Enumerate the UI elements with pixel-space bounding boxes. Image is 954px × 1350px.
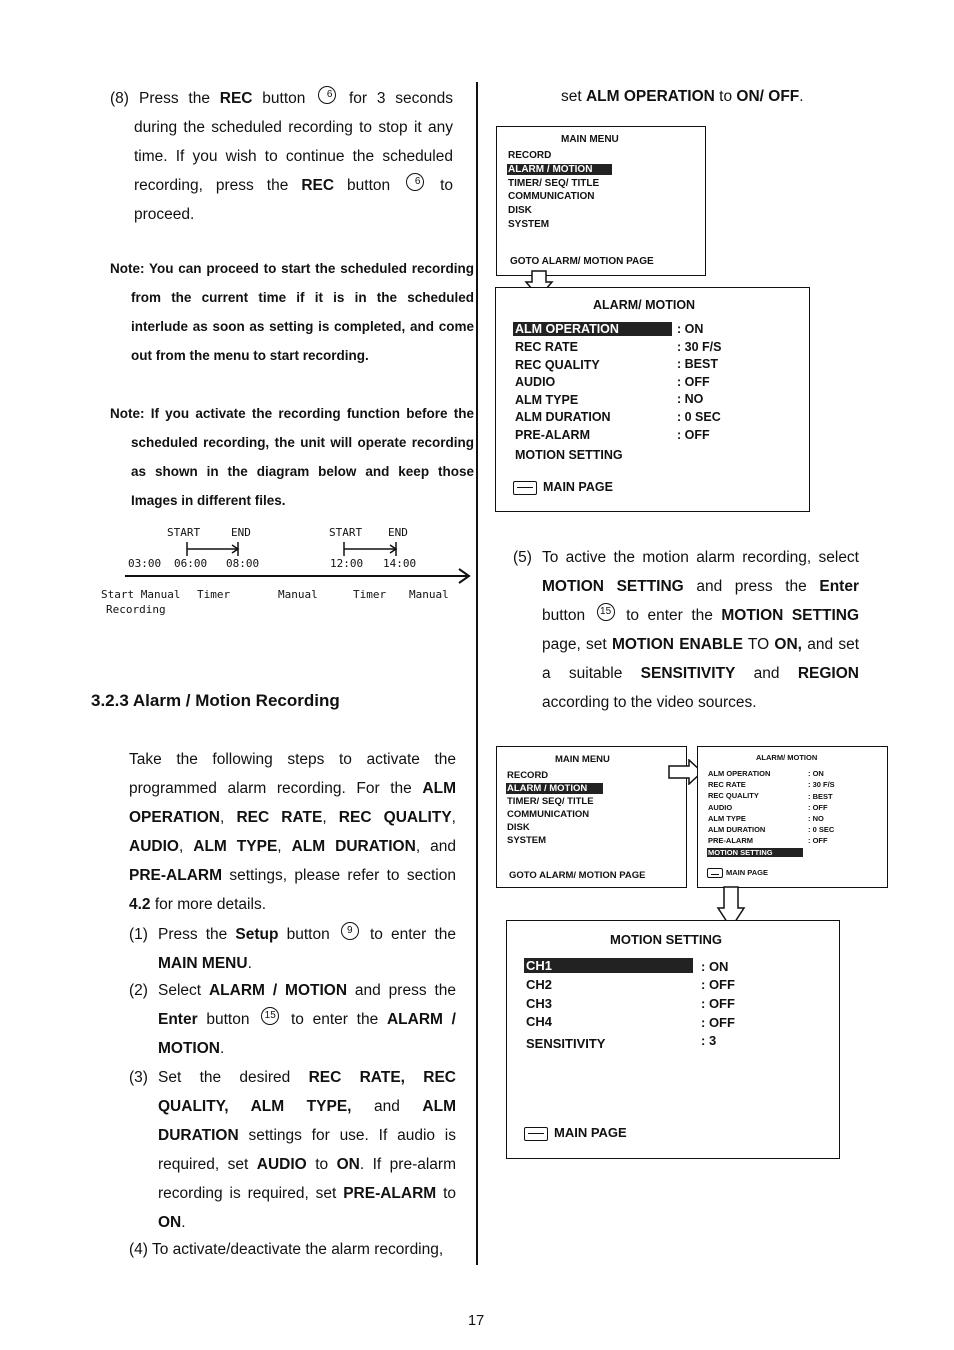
motion-setting-screen [506, 920, 840, 1159]
motion-row-label[interactable]: CH3 [526, 996, 553, 1011]
motion-setting-item[interactable]: MOTION SETTING [515, 448, 623, 462]
alarm-row-value: : OFF [677, 375, 710, 389]
menu-title: MAIN MENU [555, 754, 610, 765]
motion-row-value: : OFF [701, 996, 735, 1011]
step-number: (3) [129, 1069, 148, 1086]
alarm-row-label[interactable]: ALM TYPE [708, 814, 746, 823]
step-number: (8) [110, 90, 129, 107]
motion-row-label[interactable]: CH1 [524, 958, 693, 973]
alarm-row-value: : NO [808, 814, 824, 823]
segment-label: Timer [197, 588, 231, 601]
alarm-row-label[interactable]: REC RATE [708, 780, 746, 789]
note-1: Note: You can proceed to start the scheduled recording from the current time if it is in the scheduled interlude as soon as setting is completed, and come out from the menu to start recording. [110, 261, 474, 363]
intro-paragraph: Take the following steps to activate the programmed alarm recording. For the ALM OPERATION, REC RATE, REC QUALITY, AUDIO, ALM TYPE, ALM DURATION, and PRE-ALARM settings, please refer to section 4.2 for more details. [129, 751, 456, 913]
alarm-row-label[interactable]: AUDIO [515, 375, 556, 389]
note-2: Note: If you activate the recording function before the scheduled recording, the unit will operate recording as shown in the diagram below and keep those Images in different files. [110, 406, 474, 508]
start-label-2: START [329, 526, 363, 539]
alarm-row-label[interactable]: ALM DURATION [708, 825, 766, 834]
motion-row-value: : ON [701, 959, 729, 974]
main-menu-screen [496, 126, 706, 276]
end-label-1: END [231, 526, 251, 539]
alarm-row-value: : OFF [808, 836, 828, 845]
step-4-continued: set ALM OPERATION to ON/ OFF. [561, 88, 804, 105]
menu-item-disk[interactable]: DISK [508, 205, 532, 216]
sensitivity-label[interactable]: SENSITIVITY [526, 1036, 606, 1051]
time-label: 08:00 [226, 557, 260, 570]
step-text: To active the motion alarm recording, select MOTION SETTING and press the Enter button 15 to enter the MOTION SETTING page, set MOTION ENABLE TO ON, and set a suitable SENSITIVITY and REGION according to the video sources. [542, 549, 860, 711]
step-5 [513, 543, 859, 717]
segment-label: Timer [353, 588, 387, 601]
alarm-row-label[interactable]: PRE-ALARM [515, 428, 590, 442]
time-label: 06:00 [174, 557, 208, 570]
keyboard-icon [707, 868, 723, 878]
button-6-icon: 6 [318, 86, 336, 104]
main-page-link[interactable]: MAIN PAGE [524, 1125, 627, 1141]
start-label-1: START [167, 526, 201, 539]
timeline-diagram [95, 520, 480, 630]
motion-row-value: : OFF [701, 1015, 735, 1030]
alarm-row-value: : 30 F/S [677, 340, 722, 354]
alarm-motion-screen [495, 287, 810, 512]
alarm-row-label[interactable]: ALM TYPE [515, 393, 579, 407]
section-title: 3.2.3 Alarm / Motion Recording [91, 691, 340, 710]
step-8 [110, 84, 453, 229]
alarm-row-label[interactable]: REC QUALITY [515, 358, 600, 372]
alarm-row-label[interactable]: ALM OPERATION [708, 769, 771, 778]
menu-item-alarm-motion[interactable]: ALARM / MOTION [506, 783, 603, 794]
alarm-row-value: : 30 F/S [808, 780, 835, 789]
step-1 [129, 920, 456, 978]
motion-row-value: : OFF [701, 977, 735, 992]
alarm-row-value: : BEST [808, 792, 833, 801]
alarm-motion-screen-small [697, 746, 888, 888]
button-9-icon: 9 [341, 922, 359, 940]
alarm-row-value: : ON [677, 322, 704, 336]
menu-item-communication[interactable]: COMMUNICATION [507, 809, 590, 820]
end-label-2: END [388, 526, 408, 539]
alarm-row-value: : 0 SEC [808, 825, 835, 834]
menu-item-communication[interactable]: COMMUNICATION [508, 191, 595, 202]
menu-item-alarm-motion[interactable]: ALARM / MOTION [507, 164, 612, 175]
motion-row-label[interactable]: CH2 [526, 977, 553, 992]
motion-setting-item[interactable]: MOTION SETTING [707, 848, 803, 857]
step-number: (5) [513, 549, 532, 566]
main-page-link[interactable]: MAIN PAGE [707, 868, 768, 878]
menu-footer: GOTO ALARM/ MOTION PAGE [510, 256, 654, 267]
step-number: (1) [129, 926, 148, 943]
step-4: (4) To activate/deactivate the alarm recording, [129, 1241, 444, 1258]
step-3 [129, 1063, 456, 1237]
alarm-row-label[interactable]: PRE-ALARM [708, 836, 753, 845]
segment-label: Recording [106, 603, 166, 616]
menu-item-disk[interactable]: DISK [507, 822, 530, 833]
main-menu-screen-small [496, 746, 687, 888]
menu-item-timer[interactable]: TIMER/ SEQ/ TITLE [507, 796, 594, 807]
alarm-row-value: : ON [808, 769, 824, 778]
alarm-row-label[interactable]: REC QUALITY [708, 791, 759, 800]
alarm-row-value: : 0 SEC [677, 410, 721, 424]
sensitivity-value: : 3 [701, 1033, 717, 1048]
step-text: Press the REC button 6 for 3 seconds during the scheduled recording to stop it any time. If you wish to continue the scheduled recording, press the REC button 6 to proceed. [134, 84, 453, 229]
alarm-row-label[interactable]: ALM DURATION [515, 410, 611, 424]
menu-item-record[interactable]: RECORD [507, 770, 549, 781]
menu-title: ALARM/ MOTION [593, 298, 696, 312]
step-text: Select ALARM / MOTION and press the Enter button 15 to enter the ALARM / MOTION. [158, 982, 457, 1057]
page-number: 17 [468, 1313, 485, 1329]
segment-label: Start Manual [101, 588, 181, 601]
time-label: 12:00 [330, 557, 364, 570]
step-text: Press the Setup button 9 to enter the MAIN MENU. [158, 920, 456, 978]
keyboard-icon [513, 481, 537, 495]
step-text: Set the desired REC RATE, REC QUALITY, ALM TYPE, and ALM DURATION settings for use. If audio is required, set AUDIO to ON. If pre-alarm recording is required, set PRE-ALARM to ON. [158, 1069, 457, 1231]
alarm-row-value: : BEST [677, 357, 718, 371]
alarm-row-label[interactable]: ALM OPERATION [513, 322, 672, 336]
menu-title: ALARM/ MOTION [756, 753, 818, 762]
step-number: (2) [129, 982, 148, 999]
menu-item-system[interactable]: SYSTEM [508, 219, 550, 230]
menu-title: MOTION SETTING [610, 932, 722, 947]
segment-label: Manual [278, 588, 318, 601]
button-15-icon: 15 [261, 1007, 279, 1025]
menu-item-system[interactable]: SYSTEM [507, 835, 547, 846]
alarm-row-label[interactable]: AUDIO [708, 803, 733, 812]
menu-title: MAIN MENU [561, 134, 619, 145]
motion-row-label[interactable]: CH4 [526, 1014, 553, 1029]
main-page-link[interactable]: MAIN PAGE [513, 480, 613, 495]
segment-label: Manual [409, 588, 449, 601]
menu-item-timer[interactable]: TIMER/ SEQ/ TITLE [508, 178, 600, 189]
time-label: 14:00 [383, 557, 417, 570]
alarm-row-value: : OFF [677, 428, 710, 442]
keyboard-icon [524, 1127, 548, 1141]
alarm-row-value: : OFF [808, 803, 828, 812]
menu-footer: GOTO ALARM/ MOTION PAGE [509, 870, 646, 881]
alarm-row-label[interactable]: REC RATE [515, 340, 578, 354]
alarm-row-value: : NO [677, 392, 704, 406]
menu-item-record[interactable]: RECORD [508, 150, 552, 161]
button-6-icon: 6 [406, 173, 424, 191]
button-15-icon: 15 [597, 603, 615, 621]
step-2 [129, 976, 456, 1063]
time-label: 03:00 [128, 557, 162, 570]
column-divider [476, 82, 478, 1265]
